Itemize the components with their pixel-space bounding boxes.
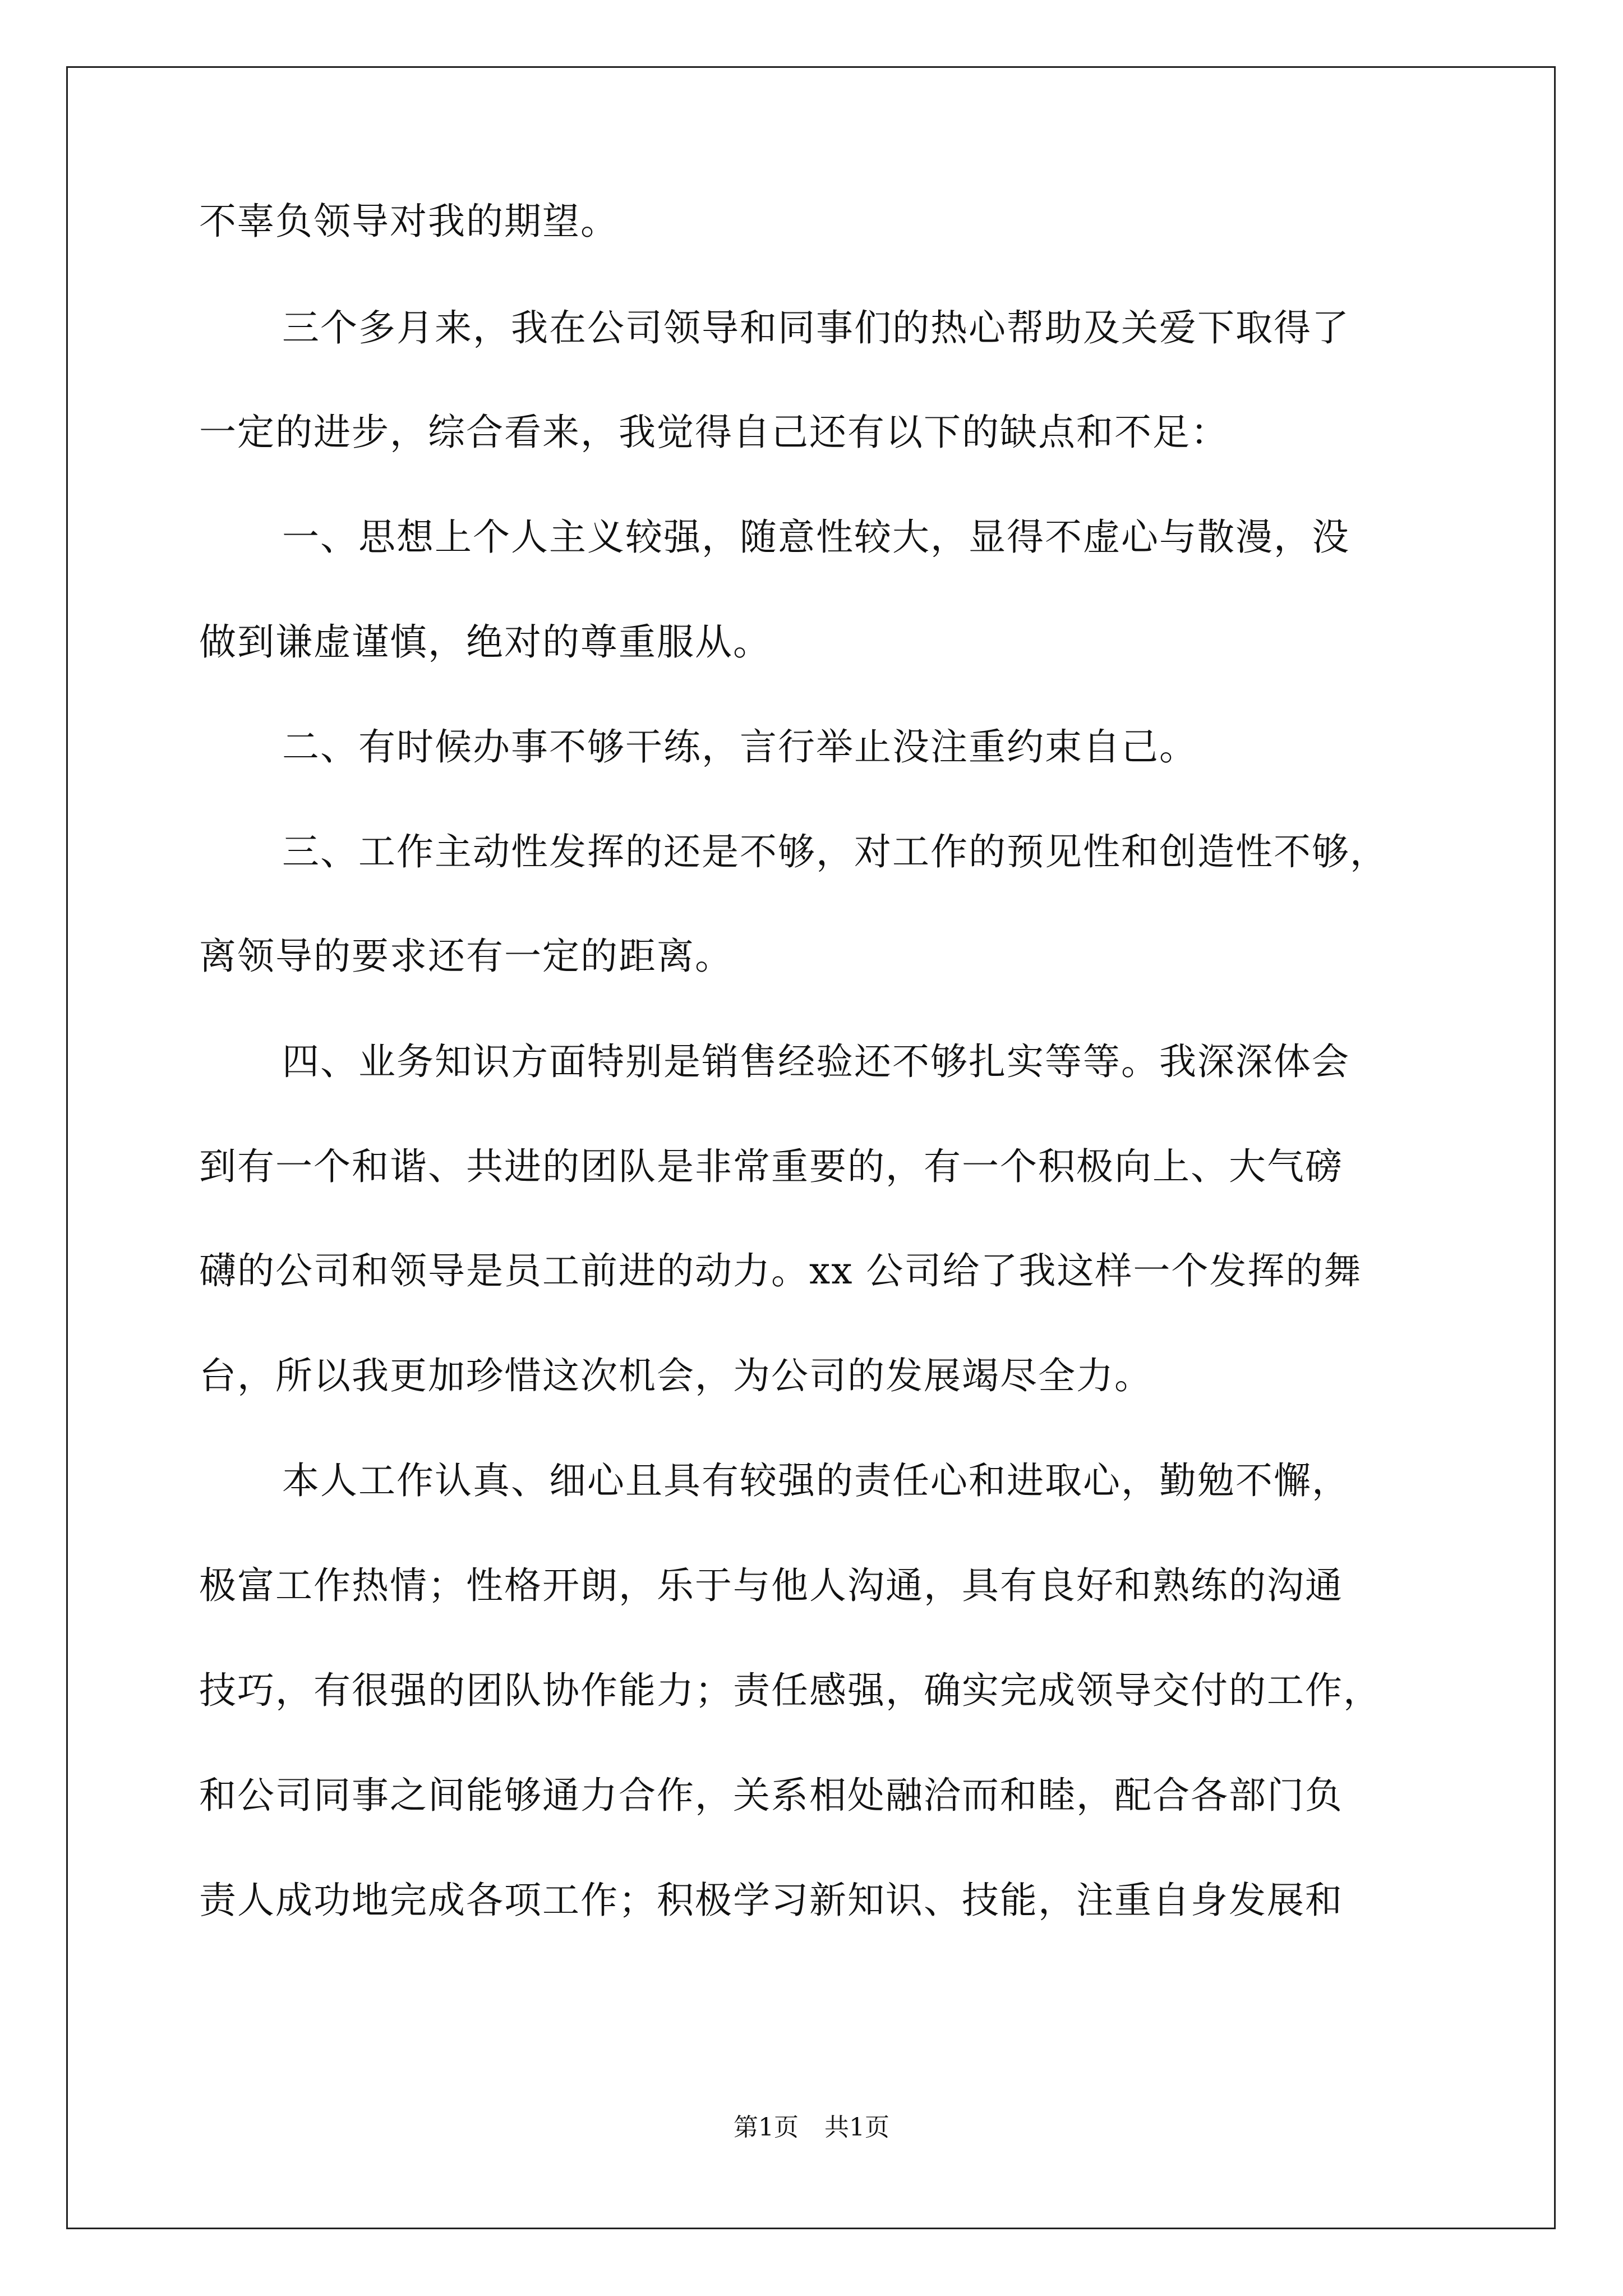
text-line-12: 台，所以我更加珍惜这次机会，为公司的发展竭尽全力。 [199, 1354, 1152, 1397]
text-line-16: 和公司同事之间能够通力合作，关系相处融洽而和睦，配合各部门负 [199, 1774, 1343, 1817]
text-line-8: 离领导的要求还有一定的距离。 [199, 935, 733, 978]
total-pages: 共1页 [824, 2113, 889, 2142]
page-number: 第1页 [734, 2113, 799, 2142]
text-line-11: 礴的公司和领导是员工前进的动力。xx 公司给了我这样一个发挥的舞 [199, 1249, 1362, 1292]
text-line-9: 四、业务知识方面特别是销售经验还不够扎实等等。我深深体会 [282, 1040, 1350, 1083]
text-line-6: 二、有时候办事不够干练，言行举止没注重约束自己。 [282, 725, 1197, 769]
page-footer [0, 2111, 1623, 2145]
text-line-4: 一、思想上个人主义较强，随意性较大，显得不虚心与散漫，没 [282, 516, 1350, 559]
text-line-15: 技巧，有很强的团队协作能力；责任感强，确实完成领导交付的工作， [199, 1669, 1381, 1712]
text-line-13: 本人工作认真、细心且具有较强的责任心和进取心，勤勉不懈， [282, 1459, 1350, 1502]
text-line-7: 三、工作主动性发挥的还是不够，对工作的预见性和创造性不够， [282, 830, 1388, 873]
text-line-14: 极富工作热情；性格开朗，乐于与他人沟通，具有良好和熟练的沟通 [199, 1564, 1343, 1607]
text-line-10: 到有一个和谐、共进的团队是非常重要的，有一个积极向上、大气磅 [199, 1145, 1343, 1188]
text-line-17: 责人成功地完成各项工作；积极学习新知识、技能，注重自身发展和 [199, 1879, 1343, 1922]
text-line-1: 不辜负领导对我的期望。 [199, 200, 619, 243]
text-line-2: 三个多月来，我在公司领导和同事们的热心帮助及关爱下取得了 [282, 306, 1350, 349]
text-line-5: 做到谦虚谨慎，绝对的尊重服从。 [199, 620, 771, 664]
text-line-3: 一定的进步，综合看来，我觉得自己还有以下的缺点和不足： [199, 411, 1229, 454]
